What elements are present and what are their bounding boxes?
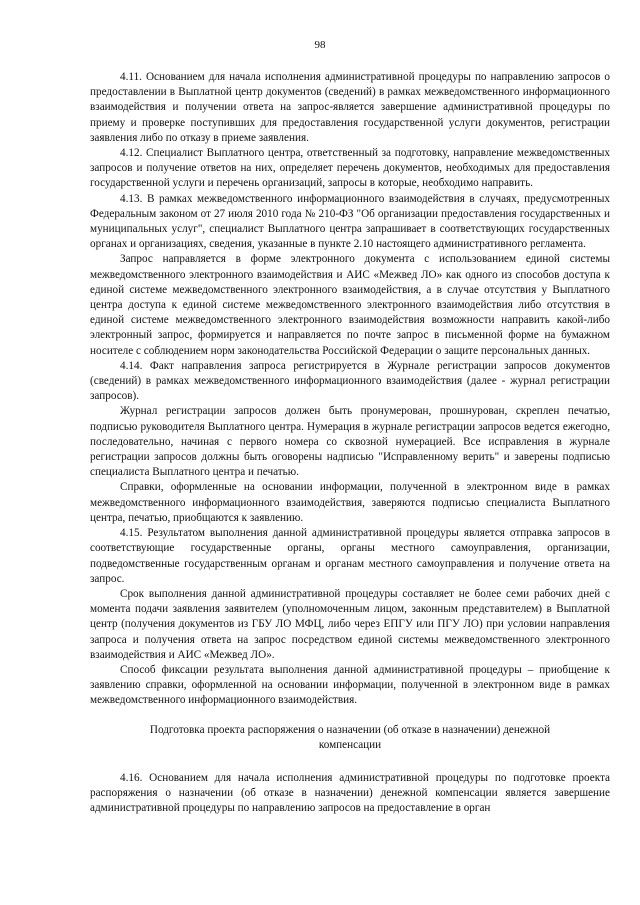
document-body (90, 70, 610, 817)
paragraph-fixation-method: Способ фиксации результата выполнения данной административной процедуры – приобщение к заявлению справки, оформленной на основании информации, полученной в электронном виде в рамках межведомственного информационного взаимодействия. (90, 663, 610, 707)
paragraph-4-11: 4.11. Основанием для начала исполнения административной процедуры по направлению запросов о предоставлении в Выплатной центр документов (сведений) в рамках межведомственного информационного взаимодействия и получении ответа на запрос-является завершение административной процедуры по приему и проверке поступивших для предоставления государственной услуги документов, регистрации заявления либо по отказу в приеме заявления. (90, 71, 610, 144)
paragraph-4-13: 4.13. В рамках межведомственного информационного взаимодействия в случаях, предусмотренных Федеральным законом от 27 июля 2010 года № 210-ФЗ "Об организации предоставления государственных и муниципальных услуг", специалист Выплатного центра запрашивает в соответствующих государственных органах и организациях, сведения, указанные в пункте 2.10 настоящего административного регламента. (90, 192, 610, 251)
paragraph-4-14: 4.14. Факт направления запроса регистрируется в Журнале регистрации запросов документов (сведений) в рамках межведомственного информационного взаимодействия (далее - журнал регистрации запросов). (90, 359, 610, 403)
paragraph-certificates: Справки, оформленные на основании информации, полученной в электронном виде в рамках межведомственного информационного взаимодействия, заверяются подписью специалиста Выплатного центра, печатью, приобщаются к заявлению. (90, 481, 610, 524)
paragraph-4-15: 4.15. Результатом выполнения данной административной процедуры является отправка запросов в соответствующие государственные органы, органы местного самоуправления, организации, подведомственные государственным органам и органам местного самоуправления и получение ответа на запрос. (90, 527, 610, 585)
paragraph-4-12: 4.12. Специалист Выплатного центра, ответственный за подготовку, направление межведомственных запросов и получение ответов на них, определяет перечень документов, необходимых для предоставления государственной услуги и перечень организаций, запросы в которые, необходимо направить. (90, 147, 610, 190)
paragraph-request-form: Запрос направляется в форме электронного документа с использованием единой системы межведомственного электронного взаимодействия и АИС «Межвед ЛО» как одного из способов доступа к единой системе межведомственного электронного взаимодействия, а в случае отсутствия у Выплатного центра доступа к единой системе межведомственного электронного взаимодействия либо отсутствия в единой системе межведомственного электронного взаимодействия возможности направить какой-либо электронный запрос, формируется и направляется по почте запрос в письменной форме на бумажном носителе с соблюдением норм законодательства Российской Федерации о защите персональных данных. (90, 253, 610, 357)
section-heading: Подготовка проекта распоряжения о назначении (об отказе в назначении) денежной компенсации (149, 723, 551, 751)
paragraph-journal: Журнал регистрации запросов должен быть пронумерован, прошнурован, скреплен печатью, подписью руководителя Выплатного центра. Нумерация в журнале регистрации запросов ведется ежегодно, последовательно, начиная с первого номера со сквозной нумерацией. Все исправления в журнале регистрации запросов должны быть оговорены надписью "Исправленному верить" и заверены подписью специалиста Выплатного центра и печатью. (90, 405, 610, 479)
paragraph-4-16: 4.16. Основанием для начала исполнения административной процедуры по подготовке проекта распоряжения о назначении (об отказе в назначении) денежной компенсации является завершение административной процедуры по направлению запросов на предоставление в орган (90, 771, 610, 815)
page-number: 98 (314, 39, 326, 51)
paragraph-deadline: Срок выполнения данной административной процедуры составляет не более семи рабочих дней с момента подачи заявления заявителем (уполномоченным лицом, законным представителем) в Выплатной центр (получения документов из ГБУ ЛО МФЦ, либо через ЕПГУ или ПГУ ЛО) при условии направления запроса и получения ответа на запрос посредством единой системы межведомственного электронного взаимодействия и АИС «Межвед ЛО». (90, 587, 610, 661)
